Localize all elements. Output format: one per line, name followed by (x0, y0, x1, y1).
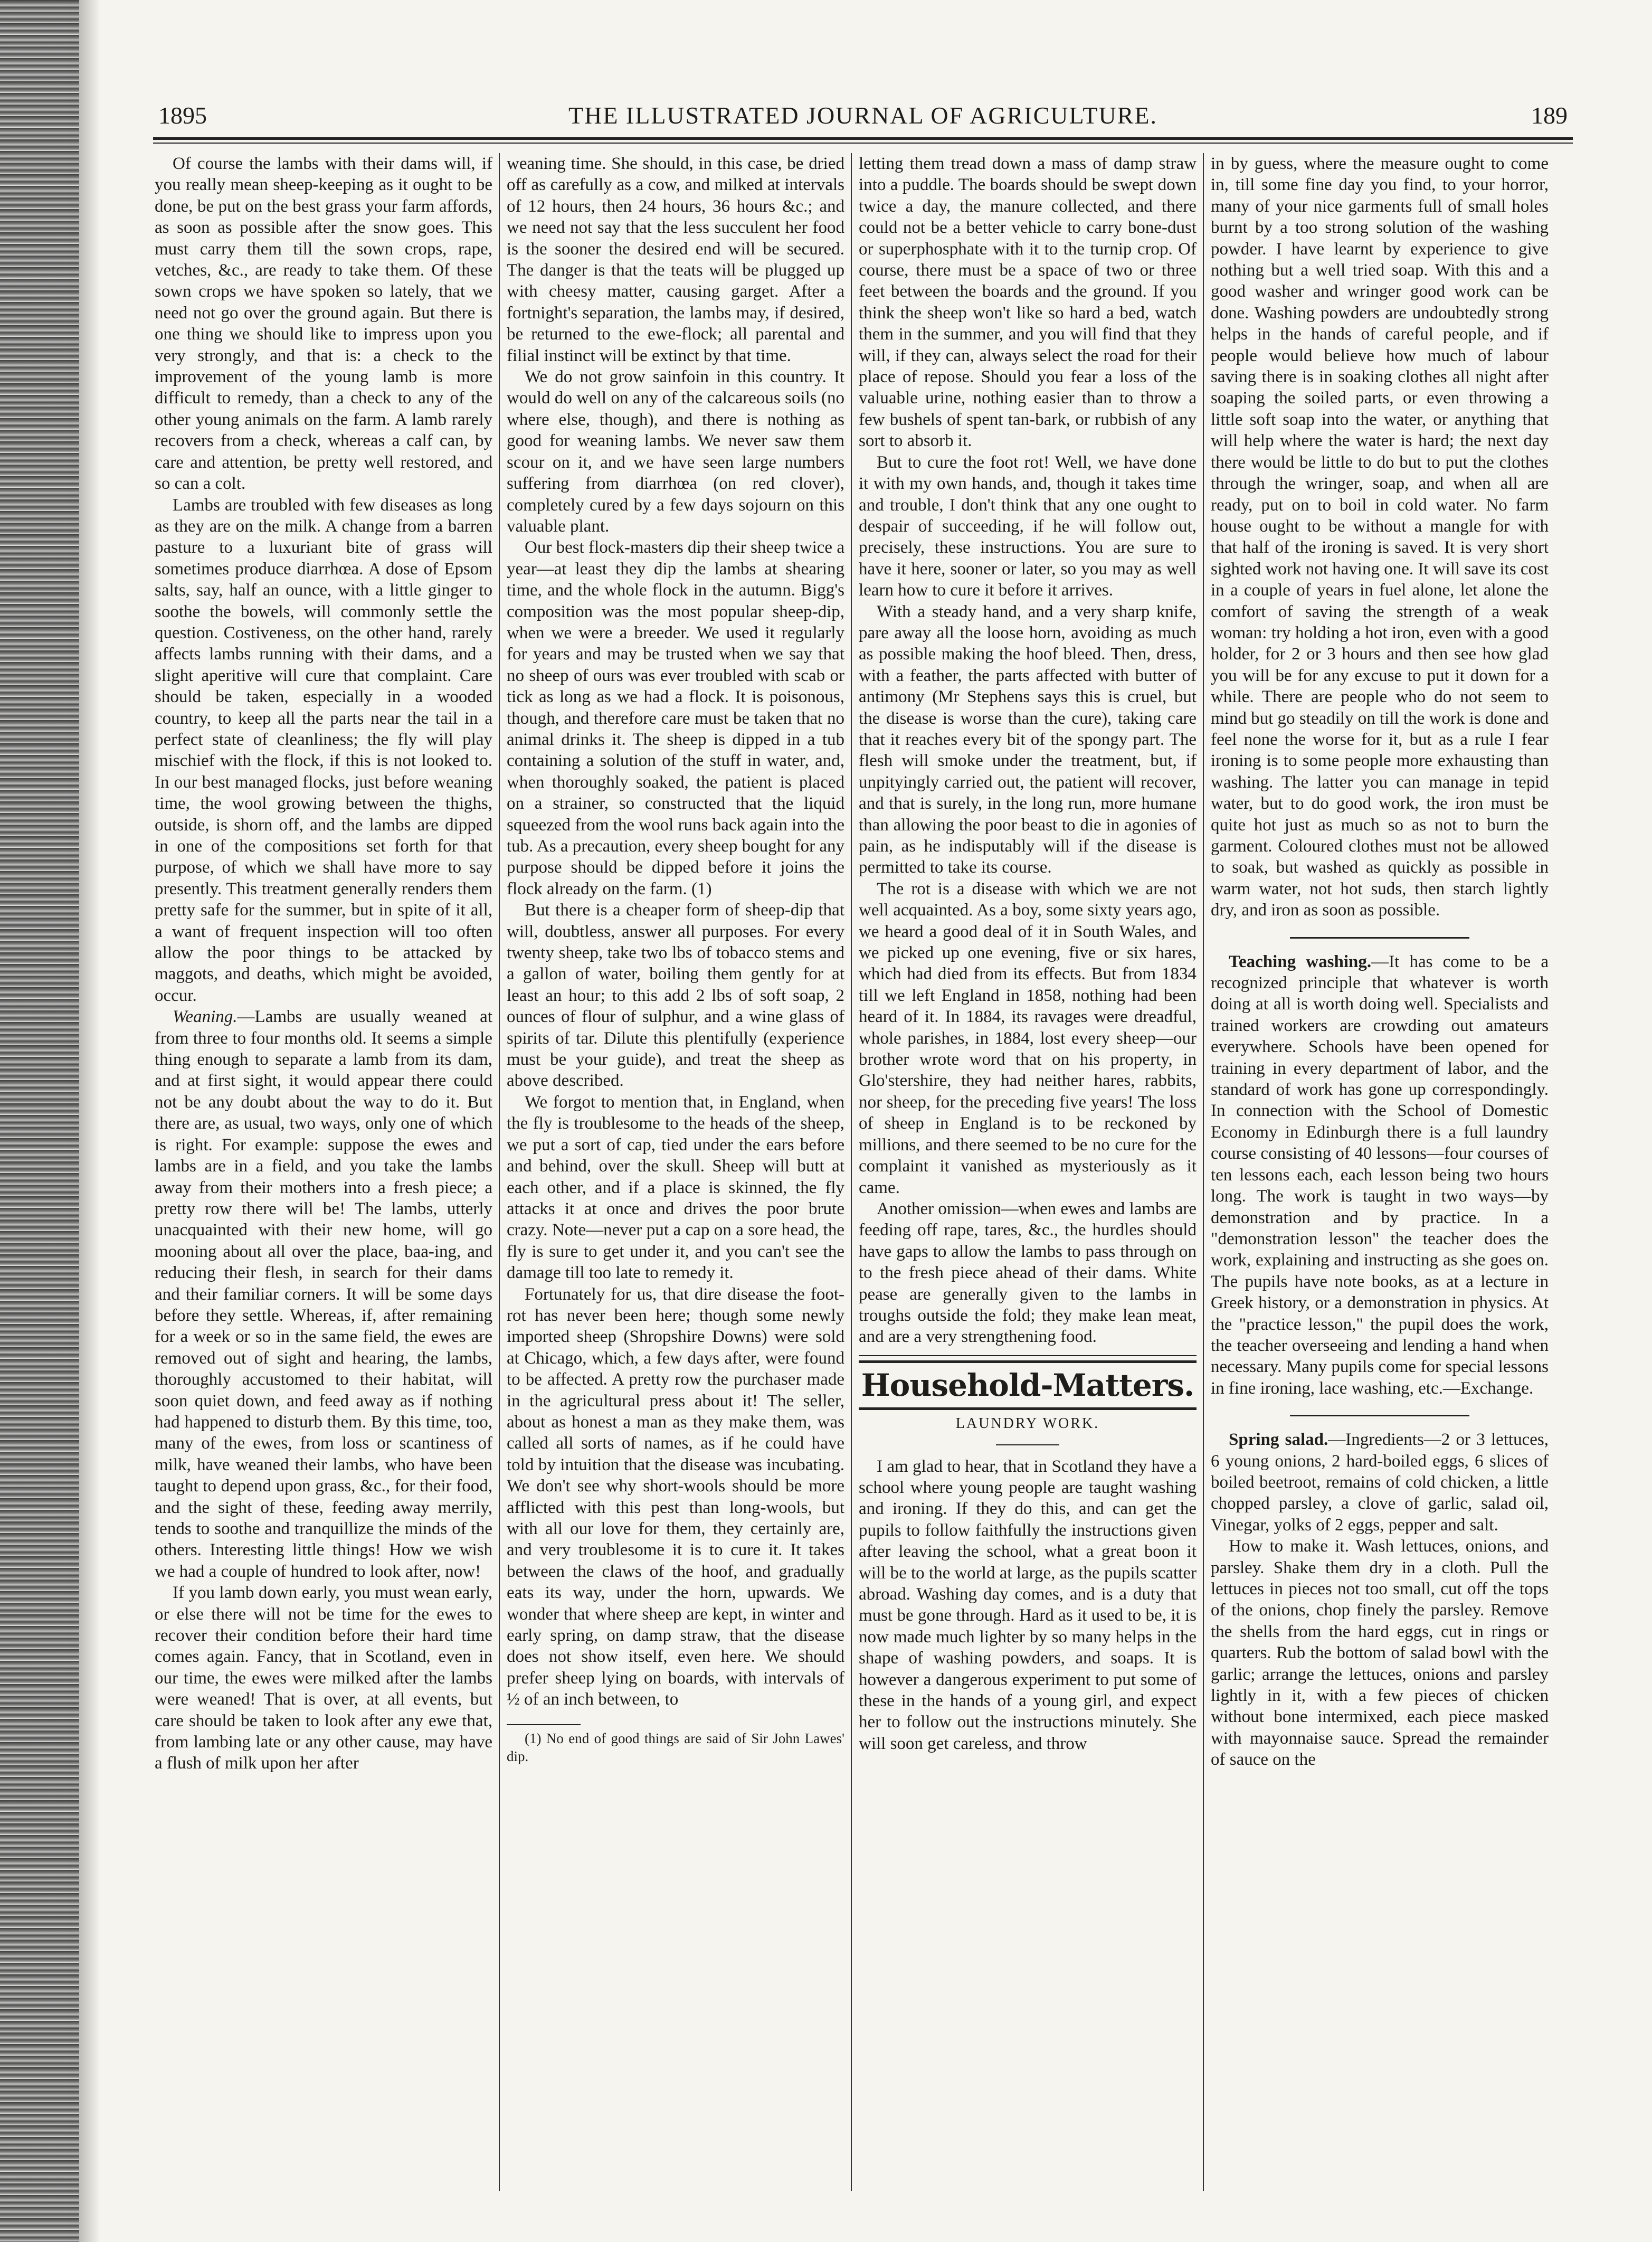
header-rule-thick (153, 137, 1573, 140)
paragraph: letting them tread down a mass of damp straw into a puddle. The boards should be swept down twice a day, the manure collected, and there could not be a better vehicle to carry bone-dust or superphosphate with it to the turnip crop. Of course, there must be a space of two or three feet between the boards and the ground. If you think the sheep won't like so hard a bed, watch them in the summer, and you will find that they will, if they can, always select the road for their place of repose. Should you fear a loss of the valuable urine, nothing easier than to throw a few bushels of spent tan-bark, or rubbish of any sort to absorb it. (859, 154, 1197, 451)
column-1 (155, 153, 492, 2191)
journal-title: THE ILLUSTRATED JOURNAL OF AGRICULTURE. (568, 102, 1157, 129)
run-in-heading: Spring salad. (1229, 1430, 1328, 1450)
paragraph (1211, 1429, 1549, 1536)
paragraph: But to cure the foot rot! Well, we have done it with my own hands, and, though it takes time and trouble, I don't think that any one ought to despair of succeeding, if he will follow out, precisely, these instructions. You are sure to have it here, sooner or later, so you may as well learn how to cure it before it arrives. (859, 452, 1197, 600)
paragraph (155, 1006, 492, 1582)
paragraph: The rot is a disease with which we are not well acquainted. As a boy, some sixty years ago, we heard a good deal of it in South Wales, and we picked up one evening, five or six hares, which had died from its effects. But from 1834 till we left England in 1858, nothing had been heard of it. In 1884, its ravages were dreadful, whole parishes, in 1884, lost every sheep—our brother wrote word that on his property, in Glo'stershire, they had neither hares, rabbits, nor sheep, for the preceding five years! The loss of sheep in England is to be reckoned by millions, and there seemed to be no cure for the complaint it vanished as mysteriously as it came. (859, 879, 1197, 1197)
paragraph: Another omission—when ewes and lambs are feeding off rape, tares, &c., the hurdles should have gaps to allow the lambs to pass through on to the fresh piece ahead of their dams. White pease are generally given to the lambs in troughs outside the fold; they make lean meat, and are a very strengthening food. (859, 1199, 1197, 1347)
paragraph: Of course the lambs with their dams will, if you really mean sheep-keeping as it ought to be done, be put on the best grass your farm affords, as soon as possible after the snow goes. This must carry them till the sown crops, rape, vetches, &c., are ready to take them. Of these sown crops we have spoken so lately, that we need not go over the ground again. But there is one thing we should like to impress upon you very strongly, and that is: a check to the improvement of the young lamb is more difficult to remedy, than a check to any of the other young animals on the farm. A lamb rarely recovers from a check, whereas a calf can, by care and attention, be pretty well restored, and so can a colt. (155, 154, 492, 494)
paragraph: But there is a cheaper form of sheep-dip that will, doubtless, answer all purposes. For every twenty sheep, take two lbs of tobacco stems and a gallon of water, boiling them gently for at least an hour; to this add 2 lbs of soft soap, 2 ounces of flour of sulphur, and a wine glass of spirits of tar. Dilute this plentifully (experience must be your guide), and treat the sheep as above described. (507, 901, 844, 1091)
section-rule-thick (859, 1407, 1197, 1410)
paragraph: We forgot to mention that, in England, when the fly is troublesome to the heads of the sheep, we put a sort of cap, tied under the ears before and behind, over the skull. Sheep will butt at each other, and if a place is skinned, the fly attacks it at once and drives the poor brute crazy. Note—never put a cap on a sore head, the fly is sure to get under it, and you can't see the damage till too late to remedy it. (507, 1092, 844, 1283)
column-3 (859, 153, 1197, 2191)
subheading-rule (996, 1444, 1059, 1445)
paragraph-text: —It has come to be a recognized principle that whatever is worth doing at all is worth doing well. Specialists and trained workers are crowding out amateurs everywhere. Schools have been opened for training in every department of labor, and the standard of work has gone up correspondingly. In connection with the School of Domestic Economy in Edinburgh there is a full laundry course consisting of 40 lessons—four courses of ten lessons each, each lesson being two hours long. The work is taught in two ways—by demonstration and by practice. In a "demonstration lesson" the teacher does the work, explaining and instructing as she goes on. The pupils have note books, as at a lecture in Greek history, or a demonstration in physics. At the "practice lesson," the pupil does the work, the teacher overseeing and lending a hand when necessary. Many pupils come for special lessons in fine ironing, lace washing, etc.—Exchange. (1211, 952, 1549, 1398)
paragraph: If you lamb down early, you must wean early, or else there will not be time for the ewes to recover their condition before their hard time comes again. Fancy, that in Scotland, even in our time, the ewes were milked after the lambs were weaned! That is over, at all events, but care should be taken to look after any ewe that, from lambing late or any other cause, may have a flush of milk upon her after (155, 1583, 492, 1773)
paragraph: Fortunately for us, that dire disease the foot-rot has never been here; though some newly imported sheep (Shropshire Downs) were sold at Chicago, which, a few days after, were found to be affected. A pretty row the purchaser made in the agricultural press about it! The seller, about as honest a man as they make them, was called all sorts of names, as if he could have told by intuition that the disease was incubating. We don't see why short-wools should be more afflicted with this pest than long-wools, but with all our love for them, they certainly are, and very troublesome it is to cure it. It takes between the claws of the hoof, and gradually eats its way, under the horn, upwards. We wonder that where sheep are kept, in winter and early spring, on damp straw, that the disease does not show itself, even here. We should prefer sheep lying on boards, with intervals of ½ of an inch between, to (507, 1284, 844, 1709)
column-2 (507, 153, 844, 2191)
paragraph: in by guess, where the measure ought to come in, till some fine day you find, to your horror, many of your nice garments full of small holes burnt by a too strong solution of the washing powder. I have learnt by experience to give nothing but a well tried soap. With this and a good washer and wringer good work can be done. Washing powders are undoubtedly strong helps in the hands of careful people, and if people would believe how much of labour saving there is in soaking clothes all night after soaping the soiled parts, or even throwing a little soft soap into the water, or anything that will help where the water is hard; the next day there would be little to do but to put the clothes through the wringer, soap, and when all are ready, put on to boil in cold water. No farm house ought to be without a mangle for with that half of the ironing is saved. It is very short sighted work not having one. It will save its cost in a couple of years in fuel alone, let alone the comfort of saving the strength of a weak woman: try holding a hot iron, even with a good holder, for 2 or 3 hours and then see how glad you will be for any excuse to put it down for a while. There are people who do not seem to mind but go steadily on till the work is done and feel none the worse for it, but as a rule I fear ironing is to some people more exhausting than washing. The latter you can manage in tepid water, but to do good work, the iron must be quite hot just as much so as not to burn the garment. Coloured clothes must not be allowed to soak, but washed as quickly as possible in warm water, not hot suds, then starch lightly dry, and iron as soon as possible. (1211, 154, 1549, 920)
run-in-heading: Teaching washing. (1229, 952, 1372, 971)
header-year: 1895 (158, 102, 207, 129)
run-in-heading: Weaning. (173, 1007, 238, 1027)
header-rule-thin (153, 143, 1573, 144)
column-divider (851, 153, 852, 2191)
section-rule-thick (859, 1360, 1197, 1363)
paragraph: I am glad to hear, that in Scotland they have a school where young people are taught washing and ironing. If they do this, and can get the pupils to follow faithfully the instructions given after leaving the school, what a great boon it will be to the world at large, as the pupils scatter abroad. Washing day comes, and is a duty that must be gone through. Hard as it used to be, it is now made much lighter by so many helps in the shape of washing powders, and soaps. It is however a dangerous experiment to put some of these in the hands of a young girl, and expect her to follow out the instructions minutely. She will soon get careless, and throw (859, 1456, 1197, 1753)
paragraph-text: —Lambs are usually weaned at from three to four months old. It seems a simple thing enough to separate a lamb from its dam, and at first sight, it would appear there could not be any doubt about the way to do it. But there are, as usual, two ways, only one of which is right. For example: suppose the ewes and lambs are in a field, and you take the lambs away from their mothers into a fresh piece; a pretty row there will be! The lambs, utterly unacquainted with their new home, will go mooning about all over the place, baa-ing, and reducing their flesh, in search for their dams and their familiar corners. It will be some days before they settle. Whereas, if, after remaining for a week or so in the same field, the ewes are removed out of sight and hearing, the lambs, thoroughly accustomed to their habitat, will soon quiet down, and feed away as if nothing had happened to disturb them. By this time, too, many of the ewes, from loss or scantiness of milk, have weaned their lambs, who have been taught to depend upon grass, &c., for their food, and the sight of these, feeding away merrily, tends to soothe and tranquillize the minds of the others. Interesting little things! How we wish we had a couple of hundred to look after, now! (155, 1007, 492, 1581)
page-number: 189 (1531, 102, 1568, 129)
paragraph: weaning time. She should, in this case, be dried off as carefully as a cow, and milked at intervals of 12 hours, then 24 hours, 36 hours &c.; and we need not say that the less succulent her food is the sooner the desired end will be secured. The danger is that the teats will be plugged up with cheesy matter, causing garget. After a fortnight's separation, the lambs may, if desired, be returned to the ewe-flock; all parental and filial instinct will be extinct by that time. (507, 154, 844, 365)
column-divider (499, 153, 500, 2191)
article-separator (1290, 1415, 1469, 1416)
column-divider (1203, 153, 1204, 2191)
paragraph: Our best flock-masters dip their sheep twice a year—at least they dip the lambs at shearing time, and the whole flock in the autumn. Bigg's composition was the most popular sheep-dip, when we were a breeder. We used it regularly for years and may be trusted when we say that no sheep of ours was ever troubled with scab or tick as long as we had a flock. It is poisonous, though, and therefore care must be taken that no animal drinks it. The sheep is dipped in a tub containing a solution of the stuff in water, and, when thoroughly soaked, the patient is placed on a strainer, so constructed that the liquid squeezed from the wool runs back again into the tub. As a precaution, every sheep bought for any purpose should be dipped before it joins the flock already on the farm. (1) (507, 538, 844, 898)
section-title: Household-Matters. (861, 1367, 1194, 1403)
article-separator (1290, 937, 1469, 939)
paragraph: How to make it. Wash lettuces, onions, and parsley. Shake them dry in a cloth. Pull the lettuces in pieces not too small, cut off the tops of the onions, chop finely the parsley. Remove the shells from the hard eggs, cut in rings or quarters. Rub the bottom of salad bowl with the garlic; arrange the lettuces, onions and parsley lightly in it, with a few pieces of chicken without bone intermixed, each piece masked with mayonnaise sauce. Spread the remainder of sauce on the (1211, 1537, 1549, 1770)
subheading: LAUNDRY WORK. (955, 1415, 1100, 1432)
paragraph (1211, 951, 1549, 1399)
paragraph-text: —Ingredients—2 or 3 lettuces, 6 young onions, 2 hard-boiled eggs, 6 slices of boiled beetroot, remains of cold chicken, a little chopped parsley, a clove of garlic, salad oil, Vinegar, yolks of 2 eggs, pepper and salt. (1211, 1430, 1549, 1535)
section-rule (859, 1355, 1197, 1356)
column-4 (1211, 153, 1549, 2191)
paragraph: With a steady hand, and a very sharp knife, pare away all the loose horn, avoiding as much as possible making the hoof bleed. Then, dress, with a feather, the parts affected with butter of antimony (Mr Stephens says this is cruel, but the disease is worse than the cure), taking care that it reaches every bit of the spongy part. The flesh will smoke under the treatment, but, if unpityingly carried out, the patient will recover, and that is surely, in the long run, more humane than allowing the poor beast to die in agonies of pain, as he indisputably will if the disease is permitted to take its course. (859, 602, 1197, 877)
paragraph: Lambs are troubled with few diseases as long as they are on the milk. A change from a barren pasture to a luxuriant bite of grass will sometimes produce diarrhœa. A dose of Epsom salts, say, half an ounce, with a little ginger to soothe the bowels, will commonly settle the question. Costiveness, on the other hand, rarely affects lambs running with their dams, and a slight aperitive will cure that complaint. Care should be taken, especially in a wooded country, to keep all the parts near the tail in a perfect state of cleanliness; the fly will play mischief with the flock, if this is not looked to. In our best managed flocks, just before weaning time, the wool growing between the thighs, outside, is shorn off, and the lambs are dipped in one of the compositions set forth for that purpose, of which we shall have more to say presently. This treatment generally renders them pretty safe for the summer, but in spite of it all, a want of frequent inspection will too often allow the poor things to be attacked by maggots, and deaths, which might be avoided, occur. (155, 495, 492, 1005)
binding-edge (0, 0, 79, 2242)
page-header (158, 101, 1568, 138)
paragraph: We do not grow sainfoin in this country. It would do well on any of the calcareous soils (no where else, though), and there is nothing as good for weaning lambs. We never saw them scour on it, and we have seen large numbers suffering from diarrhœa (on red clover), completely cured by a few days sojourn on this valuable plant. (507, 367, 844, 536)
footnote-rule (507, 1724, 581, 1725)
footnote: (1) No end of good things are said of Sir John Lawes' dip. (507, 1730, 844, 1764)
